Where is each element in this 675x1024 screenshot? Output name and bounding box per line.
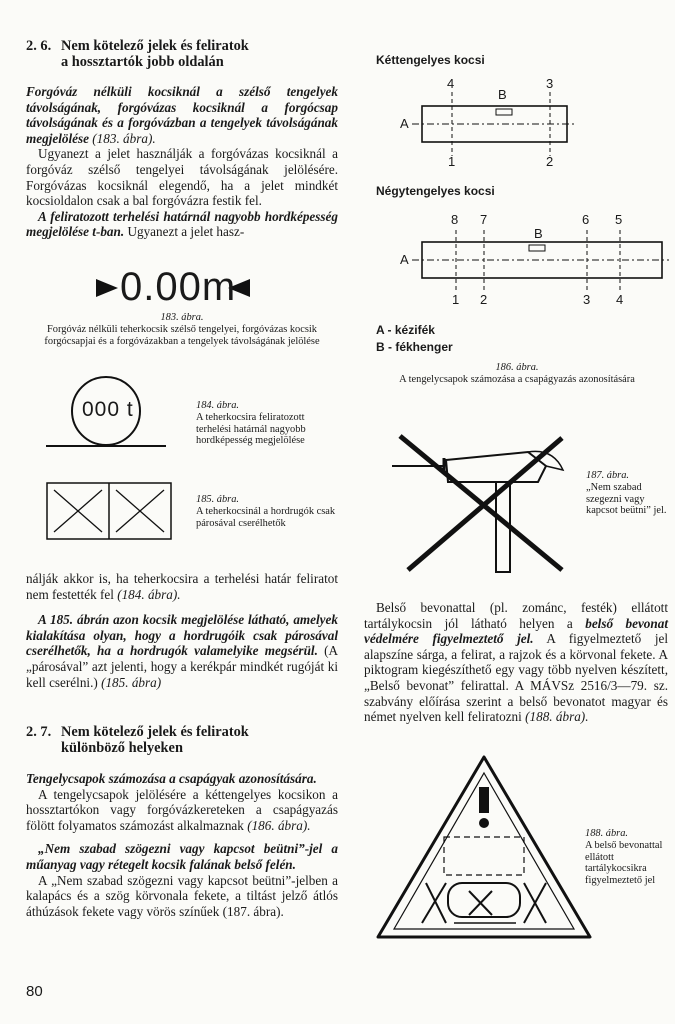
load-sign-text: 000 t bbox=[82, 398, 134, 421]
figure-185-spring-sign bbox=[46, 482, 172, 540]
four-axle-wagon-title: Négytengelyes kocsi bbox=[376, 184, 495, 198]
body-text: A tengelycsapok jelölésére a kéttengelyes kocsikon a hossztartókon vagy forgóvázkereteken a csapágyazás fölött folyamatos számozást alkalmaznak bbox=[26, 786, 338, 833]
body-text: nálják akkor is, ha teherkocsira a terhelési határ feliratot nem festették fel bbox=[26, 571, 338, 602]
figure-185-caption bbox=[196, 494, 336, 529]
two-axle-wagon-diagram bbox=[384, 74, 654, 174]
paragraph-bold-intro: A feliratozott terhelési határnál nagyobb hordképesség megjelölése t-ban. bbox=[26, 208, 338, 240]
figure-caption-text: A tengelycsapok számozása a csapágyazás azonosítására bbox=[399, 373, 635, 385]
journal-number: 8 bbox=[451, 212, 459, 227]
legend-handbrake: A - kézifék bbox=[376, 323, 435, 337]
figure-reference: (188. ábra). bbox=[525, 709, 589, 725]
figure-caption-text: A teherkocsinál a hordrugók csak párosával cserélhetők bbox=[196, 505, 336, 529]
section-2-7-body bbox=[26, 771, 338, 919]
handbrake-label: A bbox=[400, 116, 409, 131]
body-paragraph: Ugyanezt a jelet használják a forgóvázas kocsiknál a forgóváz szélső tengelyei távolságának jelölésére. Forgóvázas kocsiknál elegendő, ha a jelet mindkét kocsioldalon csak a bal forgóvázra festik fel. bbox=[26, 146, 338, 209]
four-axle-wagon-diagram bbox=[384, 210, 669, 310]
distance-sign-text: 0.00m bbox=[120, 265, 237, 309]
subheading: „Nem szabad szögezni vagy kapcsot beütni”-jel a műanyag vagy rétegelt kocsik falának belső felén. bbox=[26, 841, 338, 872]
figure-number: 185. ábra. bbox=[196, 494, 240, 505]
page-number: 80 bbox=[26, 983, 43, 1000]
figure-caption-text: Forgóváz nélküli teherkocsik szélső tengelyei, forgóvázas kocsik forgócsapjai és a forgóvázakban a tengelyek távolságának jelölése bbox=[44, 323, 320, 347]
paragraph-bold-intro: A 185. ábrán azon kocsik megjelölése látható, amelyek kialakítása olyan, hogy a hordrugóik csak párosával cserélhetők, ha a hordrugók valamelyike megsérül. bbox=[26, 612, 338, 659]
figure-183-caption bbox=[26, 312, 338, 347]
figure-188-caption bbox=[585, 828, 673, 887]
journal-number: 1 bbox=[452, 292, 460, 307]
two-axle-wagon-title: Kéttengelyes kocsi bbox=[376, 53, 485, 67]
journal-number: 1 bbox=[448, 154, 456, 169]
figure-number: 186. ábra. bbox=[495, 362, 539, 373]
exclamation-icon bbox=[479, 787, 489, 828]
figure-184-caption bbox=[196, 400, 336, 447]
brake-cylinder-label: B bbox=[534, 226, 543, 241]
paragraph-bold-intro: belső bevonat védelmére figyelmeztető jel. bbox=[364, 615, 668, 647]
internal-coating-warning-sign bbox=[374, 753, 594, 943]
body-text: Ugyanezt a jelet hasz- bbox=[124, 224, 245, 240]
four-axle-wagon-outline bbox=[384, 210, 669, 310]
section-number: 2. 6. bbox=[26, 38, 52, 54]
section-heading-2-6 bbox=[26, 38, 338, 70]
label-placeholder-box bbox=[444, 837, 524, 875]
two-axle-wagon-outline bbox=[384, 74, 654, 174]
no-nailing-sign bbox=[378, 430, 578, 580]
section-number: 2. 7. bbox=[26, 724, 52, 740]
body-text: A figyelmeztető jel alapszíne sárga, a felirat, a rajzok és a körvonal fekete. A piktogram kiegészíthető egy vagy több nyelven készített, „Belső bevonat” felirattal. A MÁVSz 2516/3—79. sz. szabvány előírása szerint a belső bevonatot magyar és német nyelven kell feliratozni bbox=[364, 631, 668, 725]
figure-reference: (186. ábra). bbox=[243, 817, 311, 833]
journal-number: 5 bbox=[615, 212, 623, 227]
journal-number: 6 bbox=[582, 212, 590, 227]
figure-caption-text: A belső bevonattal ellátott tartálykocsikra figyelmeztető jel bbox=[585, 839, 663, 887]
figure-186-caption bbox=[364, 362, 670, 386]
figure-caption-text: „Nem szabad szegezni vagy kapcsot beütni” jel. bbox=[586, 481, 667, 517]
section-2-6-body bbox=[26, 84, 338, 240]
section-title-line2: különböző helyeken bbox=[61, 740, 183, 756]
figure-number: 184. ábra. bbox=[196, 400, 240, 411]
coating-paragraph bbox=[364, 600, 668, 725]
journal-number: 3 bbox=[546, 76, 554, 91]
handbrake-label: A bbox=[400, 252, 409, 267]
figure-183-sign bbox=[60, 262, 300, 312]
section-title-line1: Nem kötelező jelek és feliratok bbox=[61, 724, 249, 740]
brake-cylinder-label: B bbox=[498, 87, 507, 102]
figure-caption-text: A teherkocsira feliratozott terhelési határnál nagyobb hordképesség megjelölése bbox=[196, 411, 306, 447]
section-title-line1: Nem kötelező jelek és feliratok bbox=[61, 38, 249, 54]
figure-number: 187. ábra. bbox=[586, 470, 630, 481]
journal-number: 7 bbox=[480, 212, 488, 227]
journal-number: 4 bbox=[447, 76, 455, 91]
figure-187-caption bbox=[586, 470, 672, 517]
body-text: Belső bevonattal (pl. zománc, festék) ellátott tartálykocsin jól látható helyen a bbox=[364, 600, 668, 631]
figure-reference: (185. ábra) bbox=[101, 674, 162, 690]
subheading: Tengelycsapok számozása a csapágyak azonosítására. bbox=[26, 771, 317, 786]
section-title-line2: a hossztartók jobb oldalán bbox=[61, 54, 224, 70]
figure-number: 188. ábra. bbox=[585, 828, 629, 839]
body-paragraph: A „Nem szabad szögezni vagy kapcsot beütni”-jelben a kalapács és a szög körvonala fekete, a tiltást jelző átlós áthúzások fekete vagy vörös színűek (187. ábra). bbox=[26, 872, 338, 919]
journal-number: 4 bbox=[616, 292, 624, 307]
journal-number: 3 bbox=[583, 292, 591, 307]
journal-number: 2 bbox=[546, 154, 554, 169]
figure-reference: (184. ábra). bbox=[117, 586, 181, 602]
section-2-6-continuation bbox=[26, 571, 338, 690]
body-text: (A „párosával” azt jelenti, hogy a kerékpár mindkét rugóját ki kell cserélni.) bbox=[26, 643, 339, 690]
paragraph-bold-intro: Forgóváz nélküli kocsiknál a szélső tengelyek távolságának, forgóvázas kocsiknál a forgócsap távolságának és a forgóvázban a tengelyek távolságának megjelölése bbox=[26, 84, 338, 146]
section-heading-2-7 bbox=[26, 724, 338, 756]
tank-wagon-icon bbox=[448, 883, 520, 923]
figure-reference: (183. ábra). bbox=[88, 130, 156, 146]
figure-number: 183. ábra. bbox=[160, 312, 204, 323]
legend-brake-cylinder: B - fékhenger bbox=[376, 340, 453, 354]
warning-triangle-icon bbox=[378, 757, 590, 937]
journal-number: 2 bbox=[480, 292, 488, 307]
